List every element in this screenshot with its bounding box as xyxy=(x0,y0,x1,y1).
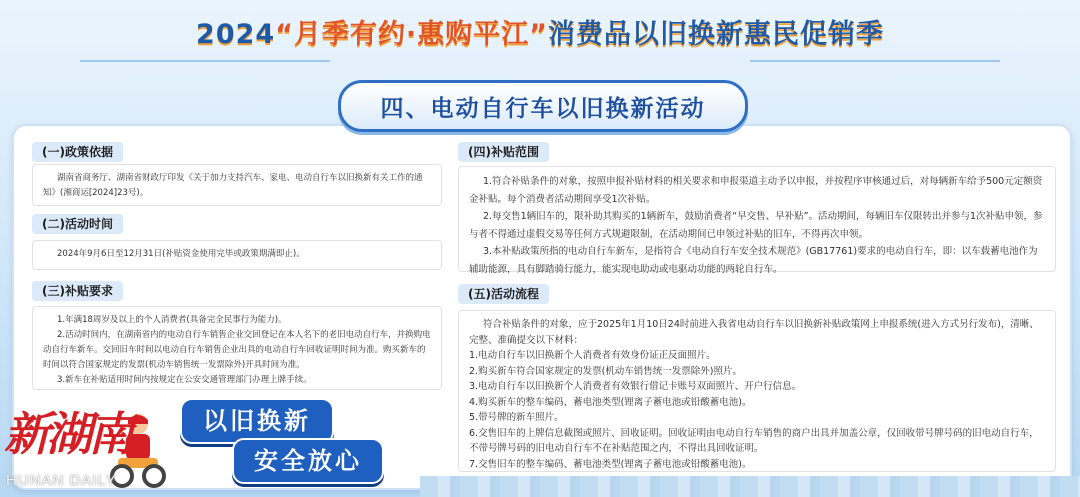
activity-time-text: 2024年9月6日至12月31日(补贴资金使用完毕或政策期满即止)。 xyxy=(57,249,305,259)
policy-basis-title: (一)政策依据 xyxy=(32,142,123,162)
skyline-decoration xyxy=(420,476,1080,497)
decor-line-right xyxy=(750,60,1000,62)
policy-basis-box xyxy=(32,164,442,206)
policy-basis-text: 湖南省商务厅、湖南省财政厅印发《关于加力支持汽车、家电、电动自行车以旧换新有关工作的通知》(湘商运[2024]23号)。 xyxy=(43,173,423,198)
badge-trade-in: 以旧换新 xyxy=(180,398,334,444)
activity-process-item: 1.电动自行车以旧换新个人消费者有效身份证正反面照片。 xyxy=(469,350,716,361)
title-quoted: “月季有约·惠购平江” xyxy=(275,19,548,50)
subsidy-scope-item: 2.每交售1辆旧车的，限补助其购买的1辆新车，鼓励消费者“早交售、早补贴”。活动期间，每辆旧车仅限转出并参与1次补贴申领，参与者不得通过虚假交易等任何方式规避限制，在活动期间已申领过补贴的旧车，不得再次申领。 xyxy=(469,211,1043,240)
title-main: 消费品以旧换新惠民促销季 xyxy=(547,19,884,50)
activity-time-box xyxy=(32,240,442,270)
subsidy-scope-box xyxy=(458,166,1056,275)
activity-process-box xyxy=(458,310,1056,472)
subsidy-scope-title: (四)补贴范围 xyxy=(458,142,549,162)
subsidy-req-title: (三)补贴要求 xyxy=(32,281,123,301)
section-header: 四、电动自行车以旧换新活动 xyxy=(338,80,748,132)
subsidy-scope-item: 1.符合补贴条件的对象，按照申报补贴材料的相关要求和申报渠道主动予以申报，并按程序审核通过后，对每辆新车给予500元定额资金补贴。每个消费者活动期间享受1次补贴。 xyxy=(469,176,1043,205)
subsidy-scope-item: 3.本补贴政策所指的电动自行车新车，是指符合《电动自行车安全技术规范》(GB17761)要求的电动自行车，即：以车载蓄电池作为辅助能源，具有脚踏骑行能力，能实现电助动或电驱动功能的两轮自行车。 xyxy=(469,246,1038,275)
activity-process-item: 3.电动自行车以旧换新个人消费者有效银行借记卡账号双面照片、开户行信息。 xyxy=(469,381,802,392)
logo: 新湖南 xyxy=(4,407,130,461)
page-title xyxy=(0,12,1080,51)
activity-process-item: 4.购买新车的整车编码、蓄电池类型(锂离子蓄电池或铅酸蓄电池)。 xyxy=(469,396,752,408)
activity-process-intro: 符合补贴条件的对象，应于2025年1月10日24时前进入我省电动自行车以旧换新补贴政策网上申报系统(进入方式另行发布)，清晰、完整、准确提交以下材料： xyxy=(469,319,1039,346)
subsidy-req-item: 1.年满18周岁及以上的个人消费者(具备完全民事行为能力)。 xyxy=(57,315,287,325)
badge-safe: 安全放心 xyxy=(232,438,384,484)
logo-english: HUNAN DAILY xyxy=(6,472,117,489)
subsidy-req-box xyxy=(32,306,442,390)
activity-process-item: 5.带号牌的新车照片。 xyxy=(469,412,564,423)
activity-time-title: (二)活动时间 xyxy=(32,214,123,234)
title-year: 2024 xyxy=(196,19,276,50)
activity-process-item: 6.交售旧车的上牌信息截图或照片、回收证明。回收证明由电动自行车销售的商户出具并加盖公章，仅回收带号牌号码的旧电动自行车，不带号牌号码的旧电动自行车不在补贴范围之内，不得出具回收证明。 xyxy=(469,427,1039,454)
subsidy-req-item: 3.新车在补贴适用时间内按规定在公安交通管理部门办理上牌手续。 xyxy=(57,375,312,385)
activity-process-title: (五)活动流程 xyxy=(458,284,549,304)
decor-line-left xyxy=(80,60,330,62)
activity-process-item: 2.购买新车符合国家规定的发票(机动车销售统一发票除外)照片。 xyxy=(469,365,742,377)
activity-process-item: 7.交售旧车的整车编码、蓄电池类型(锂离子蓄电池或铅酸蓄电池)。 xyxy=(469,458,752,470)
subsidy-req-item: 2.活动时间内，在湖南省内的电动自行车销售企业交回登记在本人名下的老旧电动自行车，并换购电动自行车新车。交回旧车时间以电动自行车销售企业出具的电动自行车回收证明时间为准。购买新车的时间以符合国家规定的发票(机动车销售统一发票除外)开具时间为准。 xyxy=(43,330,431,370)
